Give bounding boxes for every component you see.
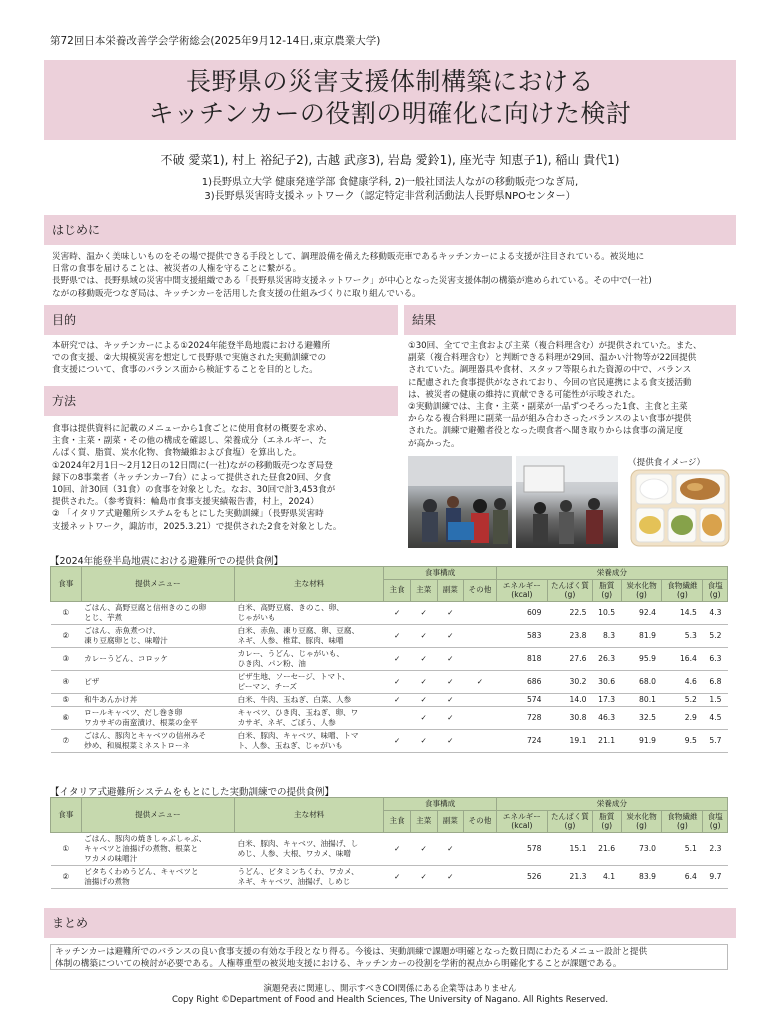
ingredients-cell-line: ひき肉、パン粉、油	[237, 658, 306, 668]
composition-check: ✓	[410, 601, 437, 624]
th-ingredients: 主な材料	[235, 567, 384, 602]
table-row	[51, 624, 728, 647]
ingredients-cell	[235, 832, 384, 865]
meal-image	[628, 468, 732, 548]
ingredients-cell	[235, 624, 384, 647]
meal-number: ②	[51, 865, 82, 888]
nutrient-value: 4.1	[592, 865, 621, 888]
nutrient-value: 4.3	[703, 601, 728, 624]
nutrient-value: 526	[496, 865, 547, 888]
nutrient-value: 17.3	[592, 693, 621, 706]
ingredients-cell-line: 白米、赤魚、凍り豆腐、卵、豆腐、	[237, 625, 360, 635]
poster-title	[44, 60, 736, 140]
composition-check: ✓	[384, 865, 411, 888]
nutrient-value: 583	[496, 624, 547, 647]
ingredients-cell-line: ト、人参、玉ねぎ、じゃがいも	[237, 740, 343, 750]
photo-caption: （提供食イメージ）	[628, 458, 706, 468]
th-nut-unit: (kcal)	[511, 590, 533, 599]
th-nut-unit: (g)	[564, 590, 576, 599]
methods-text: 食事は提供資料に記載のメニューから1食ごとに使用食材の概要を求め、 主食・主菜・副菜・その他の構成を確認し、栄養成分（エネルギー、た んぱく質、脂質、炭水化物、食物繊維および食塩）を算出した。 ①2024年2月1日～2月12日の12日間に(一社)ながの移動販売つなぎ局登 録下の8事業者（キッチンカー7台）によって提供された昼食20回、夕食 10回、計30回（31食）の食事を対象とした。なお、30回で計3,453食が 提供された。（参考資料：輪島市食事支援実績報告書，村上，2024） ② 「イタリア式避難所システムをもとにした実動訓練」（長野県災害時 支援ネットワーク，諏訪市，2025.3.21）で提供された2食を対象とした。	[52, 424, 342, 532]
ingredients-cell-line: ネギ、キャベツ、油揚げ、しめじ	[237, 876, 351, 886]
th-nut	[621, 579, 662, 601]
menu-cell-line: とじ、芋煮	[84, 612, 123, 622]
th-meal: 食事	[51, 798, 82, 833]
nutrient-value: 92.4	[621, 601, 662, 624]
ingredients-cell-line: ピーマン、チーズ	[237, 681, 298, 691]
th-nut-unit: (g)	[709, 821, 721, 830]
nutrient-value: 73.0	[621, 832, 662, 865]
ingredients-cell-line: ピザ生地、ソーセージ、トマト、	[237, 671, 350, 681]
menu-cell	[81, 670, 234, 693]
table2-caption: 【イタリア式避難所システムをもとにした実動訓練での提供食例】	[50, 787, 335, 798]
th-comp: 主菜	[410, 810, 437, 832]
nutrient-value: 81.9	[621, 624, 662, 647]
nutrient-value: 728	[496, 706, 547, 729]
nutrient-value: 95.9	[621, 647, 662, 670]
meal-number: ⑦	[51, 729, 82, 752]
nutrient-value: 9.5	[662, 729, 703, 752]
ingredients-cell	[235, 693, 384, 706]
conclusion-box	[50, 944, 728, 970]
ingredients-cell-line: 白米、牛肉、玉ねぎ、白菜、人参	[237, 694, 352, 704]
menu-cell	[81, 693, 234, 706]
menu-cell-line: ピザ	[84, 676, 100, 686]
nutrient-value: 6.8	[703, 670, 728, 693]
menu-cell-line: 炒め、和風根菜ミネストローネ	[84, 740, 190, 750]
nutrient-value: 30.6	[592, 670, 621, 693]
table-row	[51, 706, 728, 729]
nutrient-value: 5.2	[703, 624, 728, 647]
composition-check: ✓	[437, 729, 464, 752]
th-nut-name: 食塩	[707, 580, 723, 590]
composition-check: ✓	[437, 706, 464, 729]
composition-check	[464, 601, 497, 624]
th-nut-name: エネルギー	[502, 811, 541, 821]
nutrient-value: 91.9	[621, 729, 662, 752]
ingredients-cell-line: 白米、豚肉、キャベツ、油揚げ、し	[237, 838, 359, 848]
meal-number: ②	[51, 624, 82, 647]
menu-cell	[81, 865, 234, 888]
ingredients-cell-line: じゃがいも	[237, 612, 276, 622]
ingredients-cell	[235, 647, 384, 670]
th-nut-unit: (g)	[677, 590, 688, 599]
title-line-1: 長野県の災害支援体制構築における	[185, 67, 594, 96]
conclusion-heading: まとめ	[44, 908, 736, 938]
composition-check: ✓	[410, 647, 437, 670]
th-nut-unit: (g)	[601, 821, 613, 830]
menu-cell-line: カレーうどん、コロッケ	[84, 653, 169, 663]
nutrient-value: 30.2	[547, 670, 592, 693]
th-menu: 提供メニュー	[81, 567, 234, 602]
nutrient-value: 686	[496, 670, 547, 693]
nutrient-value: 68.0	[621, 670, 662, 693]
nutrient-value: 8.3	[592, 624, 621, 647]
intro-text: 災害時、温かく美味しいものをその場で提供できる手段として、調理設備を備えた移動販売車であるキッチンカーによる支援が注目されている。被災地に 日常の食事を届けることは、被災者の人権を守ることに繋がる。 長野県では、長野県域の災害中間支援組織である「長野県災害時支援ネットワーク」が中心となった災害支援体制の構築が進められている。その中で(一社) ながの移動販売つなぎ局は、キッチンカーを活用した食支援の仕組みづくりに取り組んでいる。	[52, 252, 652, 299]
affiliations	[0, 176, 780, 204]
menu-cell-line: 凍り豆腐卵とじ、味噌汁	[84, 635, 168, 645]
th-nut	[592, 579, 621, 601]
th-comp: 副菜	[437, 810, 464, 832]
nutrient-value: 574	[496, 693, 547, 706]
th-nutrients: 栄養成分	[496, 567, 727, 580]
th-nut-unit: (g)	[601, 590, 613, 599]
composition-check	[464, 832, 497, 865]
ingredients-cell	[235, 670, 384, 693]
menu-cell-line: ごはん、赤魚煮つけ、	[84, 625, 161, 635]
nutrient-value: 26.3	[592, 647, 621, 670]
nutrient-value: 2.3	[703, 832, 728, 865]
composition-check	[464, 647, 497, 670]
menu-cell-line: ビタちくわめうどん、キャベツと	[84, 866, 199, 876]
menu-cell	[81, 647, 234, 670]
composition-check: ✓	[384, 647, 411, 670]
nutrient-value: 14.0	[547, 693, 592, 706]
meal-number: ①	[51, 601, 82, 624]
authors: 不破 愛菜1), 村上 裕紀子2), 古越 武彦3), 岩島 愛鈴1), 座光寺 知恵子1), 稲山 貴代1)	[160, 153, 620, 167]
table2	[50, 797, 728, 889]
th-comp: 主食	[384, 810, 411, 832]
nutrient-value: 10.5	[592, 601, 621, 624]
table-row	[51, 670, 728, 693]
composition-check: ✓	[437, 832, 464, 865]
th-menu: 提供メニュー	[81, 798, 234, 833]
composition-check	[464, 729, 497, 752]
th-nut	[496, 810, 547, 832]
nutrient-value: 818	[496, 647, 547, 670]
affiliation-line-1: 1)長野県立大学 健康発達学部 食健康学科, 2)一般社団法人ながの移動販売つなぎ局,	[201, 177, 579, 188]
ingredients-cell-line: ネギ、人参、椎茸、豚肉、味噌	[237, 635, 344, 645]
nutrient-value: 14.5	[662, 601, 703, 624]
intro-heading: はじめに	[44, 215, 736, 245]
ingredients-cell-line: 白米、高野豆腐、きのこ、卵、	[237, 602, 344, 612]
nutrient-value: 609	[496, 601, 547, 624]
ingredients-cell	[235, 865, 384, 888]
meal-number: ⑤	[51, 693, 82, 706]
coi-statement: 演題発表に関連し、開示すべきCOI関係にある企業等はありません	[263, 984, 517, 994]
ingredients-cell	[235, 601, 384, 624]
th-meal: 食事	[51, 567, 82, 602]
composition-check: ✓	[437, 693, 464, 706]
ingredients-cell-line: キャベツ、ひき肉、玉ねぎ、卵、ワ	[237, 707, 359, 717]
menu-cell-line: 油揚げの煮物	[84, 876, 130, 886]
table-row	[51, 693, 728, 706]
nutrient-value: 1.5	[703, 693, 728, 706]
th-nut-unit: (g)	[636, 590, 647, 599]
menu-cell-line: ロールキャベツ、だし巻き卵	[84, 707, 183, 717]
results-text: ①30回、全てで主食および主菜（複合料理含む）が提供されていた。また、 副菜（複合料理含む）と判断できる料理が29回、温かい汁物等が22回提供 されていた。調理器具や食材、スタッフ等限られた資源の中で、バランス に配慮された食事提供がなされており、今回の官民連携による食支援活動 は、被災者の健康の維持に貢献できる可能性が示唆された。 ②実動訓練では、主食・主菜・副菜が一品ずつそろった1食、主食と主菜 からなる複合料理に副菜一品が組み合わさったバランスのよい食事が提供 された。訓練で避難者役となった喫食者へ聞き取りからは食事の満足度 が高かった。	[408, 341, 702, 449]
composition-check: ✓	[384, 601, 411, 624]
th-nut-name: 食物繊維	[667, 580, 698, 590]
composition-check: ✓	[384, 670, 411, 693]
purpose-text: 本研究では、キッチンカーによる①2024年能登半島地震における避難所 での食支援、②大規模災害を想定して長野県で実施された実動訓練での 食支援について、食事のバランス面から検証することを目的とした。	[52, 341, 331, 376]
composition-check	[464, 706, 497, 729]
th-nut-unit: (g)	[709, 590, 721, 599]
th-nutrients: 栄養成分	[496, 798, 727, 811]
nutrient-value: 5.3	[662, 624, 703, 647]
composition-check	[464, 693, 497, 706]
results-heading: 結果	[404, 305, 736, 335]
menu-cell-line: キャベツと油揚げの煮物、根菜と	[84, 843, 199, 853]
disaster-site-photo	[408, 456, 512, 548]
th-nut-name: 炭水化物	[626, 580, 657, 590]
nutrient-value: 5.7	[703, 729, 728, 752]
th-nut	[496, 579, 547, 601]
composition-check: ✓	[437, 670, 464, 693]
nutrient-value: 16.4	[662, 647, 703, 670]
th-comp: その他	[464, 810, 497, 832]
meal-number: ④	[51, 670, 82, 693]
nutrient-value: 21.1	[592, 729, 621, 752]
table-row	[51, 601, 728, 624]
purpose-heading: 目的	[44, 305, 398, 335]
menu-cell	[81, 706, 234, 729]
ingredients-cell	[235, 706, 384, 729]
nutrient-value: 23.8	[547, 624, 592, 647]
composition-check: ✓	[437, 601, 464, 624]
nutrient-value: 19.1	[547, 729, 592, 752]
composition-check	[464, 865, 497, 888]
table-row	[51, 832, 728, 865]
th-nut	[703, 579, 728, 601]
ingredients-cell-line: めじ、人参、大根、ワカメ、味噌	[237, 848, 352, 858]
nutrient-value: 578	[496, 832, 547, 865]
nutrient-value: 83.9	[621, 865, 662, 888]
nutrient-value: 2.9	[662, 706, 703, 729]
th-nut	[662, 579, 703, 601]
conclusion-text: キッチンカーは避難所でのバランスの良い食事支援の有効な手段となり得る。今後は、実動訓練で課題が明確となった数日間にわたるメニュー設計と提供 体制の構築についての検討が必要である。人権尊重型の被災地支援における、キッチンカーの役割を学術的視点から明確化することが課題である。	[55, 947, 648, 969]
menu-cell	[81, 832, 234, 865]
composition-check: ✓	[437, 624, 464, 647]
th-nut	[592, 810, 621, 832]
composition-check: ✓	[410, 832, 437, 865]
th-comp: 副菜	[437, 579, 464, 601]
menu-cell-line: ごはん、豚肉とキャベツの信州みそ	[84, 730, 207, 740]
th-comp: 主菜	[410, 579, 437, 601]
menu-cell-line: 和牛あんかけ丼	[84, 694, 138, 704]
conference-label: 第72回日本栄養改善学会学術総会(2025年9月12-14日,東京農業大学)	[50, 35, 381, 47]
composition-check	[384, 706, 411, 729]
nutrient-value: 4.6	[662, 670, 703, 693]
nutrient-value: 80.1	[621, 693, 662, 706]
composition-check: ✓	[410, 693, 437, 706]
composition-check	[464, 624, 497, 647]
methods-heading: 方法	[44, 386, 398, 416]
nutrient-value: 9.7	[703, 865, 728, 888]
nutrient-value: 6.3	[703, 647, 728, 670]
th-nut-name: 食塩	[707, 811, 723, 821]
table1	[50, 566, 728, 753]
composition-check: ✓	[410, 729, 437, 752]
th-nut	[703, 810, 728, 832]
meal-number: ③	[51, 647, 82, 670]
nutrient-value: 15.1	[547, 832, 592, 865]
composition-check: ✓	[410, 624, 437, 647]
menu-cell-line: ごはん、高野豆腐と信州きのこの卵	[84, 602, 207, 612]
th-nut	[547, 810, 592, 832]
composition-check: ✓	[410, 706, 437, 729]
th-nut-unit: (g)	[677, 821, 688, 830]
composition-check: ✓	[410, 670, 437, 693]
th-nut	[547, 579, 592, 601]
nutrient-value: 21.3	[547, 865, 592, 888]
th-comp: その他	[464, 579, 497, 601]
nutrient-value: 21.6	[592, 832, 621, 865]
nutrient-value: 5.2	[662, 693, 703, 706]
th-nut-unit: (g)	[636, 821, 647, 830]
nutrient-value: 46.3	[592, 706, 621, 729]
ingredients-cell-line: うどん、ビタミンちくわ、ワカメ、	[237, 866, 359, 876]
table-row	[51, 647, 728, 670]
composition-check: ✓	[384, 729, 411, 752]
menu-cell	[81, 729, 234, 752]
composition-check: ✓	[384, 832, 411, 865]
th-nut-name: 炭水化物	[626, 811, 657, 821]
table1-caption: 【2024年能登半島地震における避難所での提供食例】	[50, 556, 284, 567]
th-composition: 食事構成	[384, 798, 496, 811]
th-nut-name: たんぱく質	[550, 580, 589, 590]
th-nut-name: 食物繊維	[667, 811, 698, 821]
menu-cell	[81, 624, 234, 647]
menu-cell-line: ワカメの味噌汁	[84, 853, 138, 863]
th-composition: 食事構成	[384, 567, 496, 580]
kitchen-car-photo	[516, 456, 618, 548]
nutrient-value: 32.5	[621, 706, 662, 729]
th-ingredients: 主な材料	[235, 798, 384, 833]
th-comp: 主食	[384, 579, 411, 601]
composition-check: ✓	[437, 865, 464, 888]
nutrient-value: 5.1	[662, 832, 703, 865]
copyright: Copy Right ©Department of Food and Health Sciences, The University of Nagano. All Rights Reserved.	[171, 995, 609, 1005]
th-nut	[621, 810, 662, 832]
nutrient-value: 6.4	[662, 865, 703, 888]
meal-number: ①	[51, 832, 82, 865]
ingredients-cell-line: 白米、豚肉、キャベツ、味噌、トマ	[237, 730, 359, 740]
menu-cell	[81, 601, 234, 624]
composition-check: ✓	[464, 670, 497, 693]
th-nut-unit: (g)	[564, 821, 576, 830]
menu-cell-line: ごはん、豚肉の焼きしゃぶしゃぶ、	[84, 833, 207, 843]
menu-cell-line: ワカサギの南蛮漬け、根菜の金平	[84, 717, 198, 727]
nutrient-value: 724	[496, 729, 547, 752]
affiliation-line-2: 3)長野県災害時支援ネットワーク（認定特定非営利活動法人長野県NPOセンター）	[204, 191, 576, 202]
table-row	[51, 729, 728, 752]
th-nut-name: たんぱく質	[550, 811, 589, 821]
th-nut	[662, 810, 703, 832]
th-nut-unit: (kcal)	[511, 821, 533, 830]
ingredients-cell-line: カサギ、ネギ、ごぼう、人参	[237, 717, 336, 727]
nutrient-value: 4.5	[703, 706, 728, 729]
composition-check: ✓	[437, 647, 464, 670]
nutrient-value: 22.5	[547, 601, 592, 624]
ingredients-cell-line: カレー、うどん、じゃがいも、	[237, 648, 345, 658]
th-nut-name: エネルギー	[502, 580, 541, 590]
title-line-2: キッチンカーの役割の明確化に向けた検討	[148, 99, 632, 128]
nutrient-value: 30.8	[547, 706, 592, 729]
meal-number: ⑥	[51, 706, 82, 729]
nutrient-value: 27.6	[547, 647, 592, 670]
composition-check: ✓	[384, 624, 411, 647]
table-row	[51, 865, 728, 888]
composition-check: ✓	[410, 865, 437, 888]
ingredients-cell	[235, 729, 384, 752]
th-nut-name: 脂質	[599, 811, 615, 821]
th-nut-name: 脂質	[599, 580, 615, 590]
composition-check: ✓	[384, 693, 411, 706]
